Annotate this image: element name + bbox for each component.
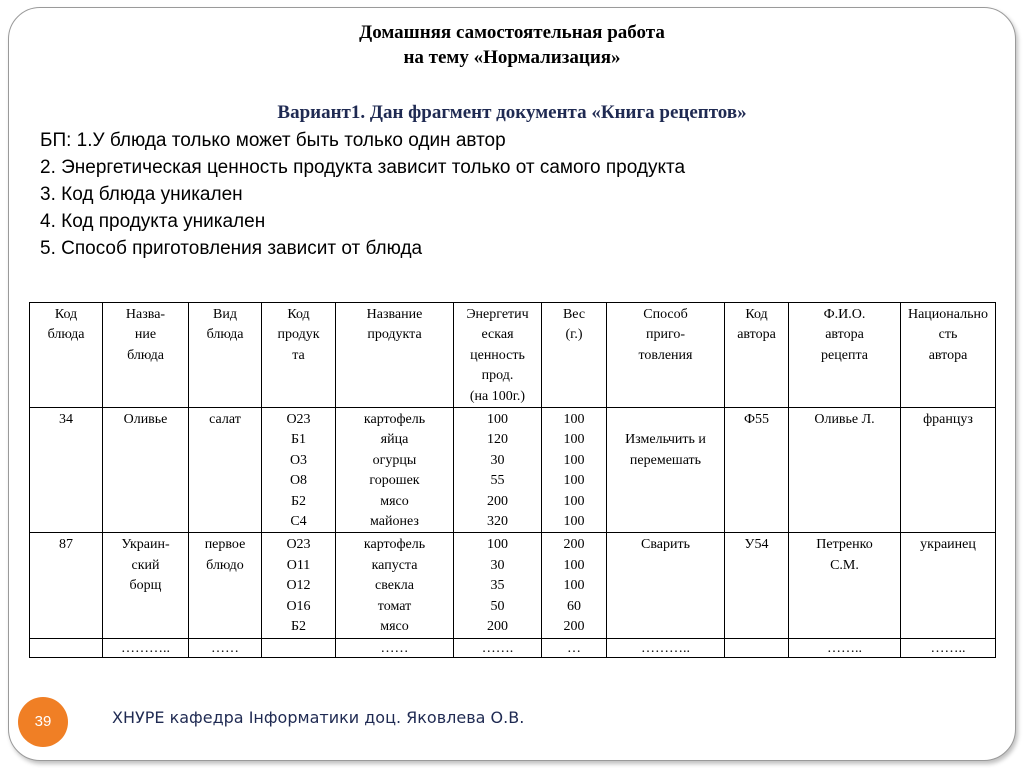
header-dish-code	[30, 303, 103, 408]
product-codes-cell	[262, 533, 336, 638]
business-rule: 5. Способ приготовления зависит от блюда	[40, 238, 423, 259]
cell-line: О11	[286, 557, 311, 573]
slide-frame	[8, 7, 1016, 761]
continuation-cell: ……	[336, 638, 454, 657]
author-name-cell	[789, 408, 901, 533]
cell-line: 30	[490, 452, 505, 468]
table-body	[30, 408, 996, 657]
header-line: Вид	[213, 307, 237, 322]
business-rule: 3. Код блюда уникален	[40, 184, 243, 205]
cell-line: 100	[563, 514, 585, 530]
header-line: прод.	[481, 368, 514, 384]
nationality-cell: француз	[901, 408, 996, 533]
product-names-cell	[336, 533, 454, 638]
header-energy	[454, 303, 542, 408]
header-product-name	[336, 303, 454, 408]
header-line: Назва-	[125, 307, 166, 322]
cell-line: мясо	[380, 619, 409, 635]
cell-line: 100	[563, 557, 585, 573]
cell-line: капуста	[371, 557, 418, 573]
author-code-cell: Ф55	[725, 408, 789, 533]
cell-line: О8	[289, 473, 308, 489]
cell-line: Украин-	[121, 537, 170, 553]
header-line: блюда	[127, 347, 164, 363]
cell-line: огурцы	[372, 452, 417, 468]
author-code-cell: У54	[725, 533, 789, 638]
cooking-method-cell	[607, 408, 725, 533]
business-rule: БП: 1.У блюда только может быть только один автор	[40, 130, 506, 151]
cell-line: О23	[286, 537, 311, 553]
cell-line: 60	[567, 598, 581, 614]
cell-line: 100	[563, 432, 585, 448]
header-line: сть	[938, 327, 958, 343]
header-author-code	[725, 303, 789, 408]
header-line: Энергетич	[466, 307, 529, 322]
cell-line: Б2	[290, 619, 307, 635]
product-codes-cell	[262, 408, 336, 533]
footer-text: ХНУРЕ кафедра Інформатики доц. Яковлева О.В.	[112, 708, 525, 727]
cell-line: О12	[286, 578, 311, 594]
cell-line: 50	[490, 598, 505, 614]
header-line: Название	[366, 307, 423, 322]
cell-line: борщ	[129, 578, 162, 594]
cell-line: 100	[563, 578, 585, 594]
cell-line: блюдо	[206, 557, 244, 573]
cell-line: 100	[487, 412, 508, 428]
nationality-cell: украинец	[901, 533, 996, 638]
cell-line: горошек	[369, 473, 420, 489]
cell-line: 100	[487, 537, 508, 553]
header-line: та	[292, 347, 305, 363]
cell-line: яйца	[380, 432, 409, 448]
cell-line: картофель	[363, 412, 426, 428]
header-line: Способ	[643, 307, 688, 322]
cell-line: Б2	[290, 493, 307, 509]
cell-line: О3	[289, 452, 308, 468]
cell-line: томат	[377, 598, 412, 614]
cell-line: 30	[490, 557, 505, 573]
header-author-name	[789, 303, 901, 408]
header-product-code	[262, 303, 336, 408]
header-line: Вес	[562, 307, 586, 322]
header-line: рецепта	[821, 347, 868, 363]
recipe-book-table	[29, 302, 996, 658]
header-line: автора	[825, 327, 864, 343]
header-line: блюда	[206, 327, 244, 343]
cell-line: О23	[286, 412, 311, 428]
cell-line: мясо	[380, 493, 409, 509]
slide-title-line-1: Домашняя самостоятельная работа	[359, 22, 665, 43]
header-cooking-method	[607, 303, 725, 408]
cell-line	[609, 410, 722, 430]
cell-line: ский	[131, 557, 160, 573]
cell-line: картофель	[363, 537, 426, 553]
continuation-cell: …	[542, 638, 607, 657]
cell-line: 100	[563, 493, 585, 509]
header-line: автора	[928, 347, 968, 363]
cell-line: перемешать	[629, 452, 702, 468]
continuation-row	[30, 638, 996, 657]
cell-line: 100	[563, 412, 585, 428]
header-row	[30, 303, 996, 408]
header-dish-name	[103, 303, 189, 408]
header-author-nationality	[901, 303, 996, 408]
cell-line: первое	[204, 537, 246, 553]
cell-line: 120	[487, 432, 508, 448]
dish-name-cell	[103, 408, 189, 533]
cell-line: С4	[290, 514, 307, 530]
header-line: Ф.И.О.	[823, 307, 866, 322]
cell-line: 200	[487, 493, 508, 509]
header-line: Национально	[907, 307, 988, 322]
cell-line: 55	[490, 473, 505, 489]
header-line: (на 100г.)	[469, 388, 526, 404]
header-line: Код	[745, 307, 768, 322]
continuation-cell: ……..	[901, 638, 996, 657]
cell-line: 200	[563, 537, 585, 553]
continuation-cell	[30, 638, 103, 657]
continuation-cell	[725, 638, 789, 657]
cell-line: 100	[563, 473, 585, 489]
header-line: ценность	[470, 347, 525, 363]
cell-line: О16	[286, 598, 311, 614]
business-rule: 2. Энергетическая ценность продукта зависит только от самого продукта	[40, 157, 686, 178]
cell-line: Оливье Л.	[814, 412, 875, 428]
header-line: Код	[54, 307, 78, 322]
header-line: приго-	[645, 327, 686, 343]
cell-line: Сварить	[641, 537, 690, 553]
cell-line: 100	[563, 452, 585, 468]
continuation-cell: ………..	[607, 638, 725, 657]
continuation-cell: ……..	[789, 638, 901, 657]
header-dish-type	[189, 303, 262, 408]
cell-line: 35	[490, 578, 505, 594]
cell-line: Оливье	[123, 412, 168, 428]
cell-line: 200	[487, 619, 508, 635]
continuation-cell: ………..	[103, 638, 189, 657]
continuation-cell: ……	[189, 638, 262, 657]
variant-heading: Вариант1. Дан фрагмент документа «Книга рецептов»	[277, 102, 747, 123]
cell-line: майонез	[370, 514, 419, 530]
business-rule: 4. Код продукта уникален	[40, 211, 266, 232]
header-line: товления	[638, 347, 693, 363]
cell-line: С.М.	[830, 557, 859, 573]
dish-code-cell: 34	[30, 408, 103, 533]
cell-line: Б1	[290, 432, 307, 448]
header-line: Код	[287, 307, 310, 322]
header-line: автора	[737, 327, 776, 343]
cell-line: свекла	[375, 578, 414, 594]
dish-name-cell	[103, 533, 189, 638]
energy-cell	[454, 533, 542, 638]
product-names-cell	[336, 408, 454, 533]
business-rules-list	[40, 127, 685, 262]
cell-line: Петренко	[816, 537, 873, 553]
dish-code-cell: 87	[30, 533, 103, 638]
header-weight	[542, 303, 607, 408]
cell-line: 320	[487, 514, 508, 530]
weight-cell	[542, 533, 607, 638]
header-line: блюда	[47, 327, 85, 343]
cell-line: 200	[563, 619, 585, 635]
weight-cell	[542, 408, 607, 533]
slide-title-line-2: на тему «Нормализация»	[403, 47, 621, 68]
dish-type-cell	[189, 408, 262, 533]
energy-cell	[454, 408, 542, 533]
table-header	[30, 303, 996, 408]
header-line: продукта	[367, 327, 422, 343]
header-line: ние	[134, 327, 157, 343]
header-line: продук	[277, 327, 320, 343]
dish-type-cell	[189, 533, 262, 638]
continuation-cell: …….	[454, 638, 542, 657]
page-number-badge: 39	[18, 697, 68, 747]
cooking-method-cell	[607, 533, 725, 638]
table-row	[30, 533, 996, 638]
cell-line: Измельчить и	[625, 432, 706, 448]
table-row	[30, 408, 996, 533]
author-name-cell	[789, 533, 901, 638]
continuation-cell	[262, 638, 336, 657]
header-line: (г.)	[565, 327, 583, 343]
cell-line: салат	[209, 412, 241, 428]
header-line: еская	[481, 327, 514, 343]
